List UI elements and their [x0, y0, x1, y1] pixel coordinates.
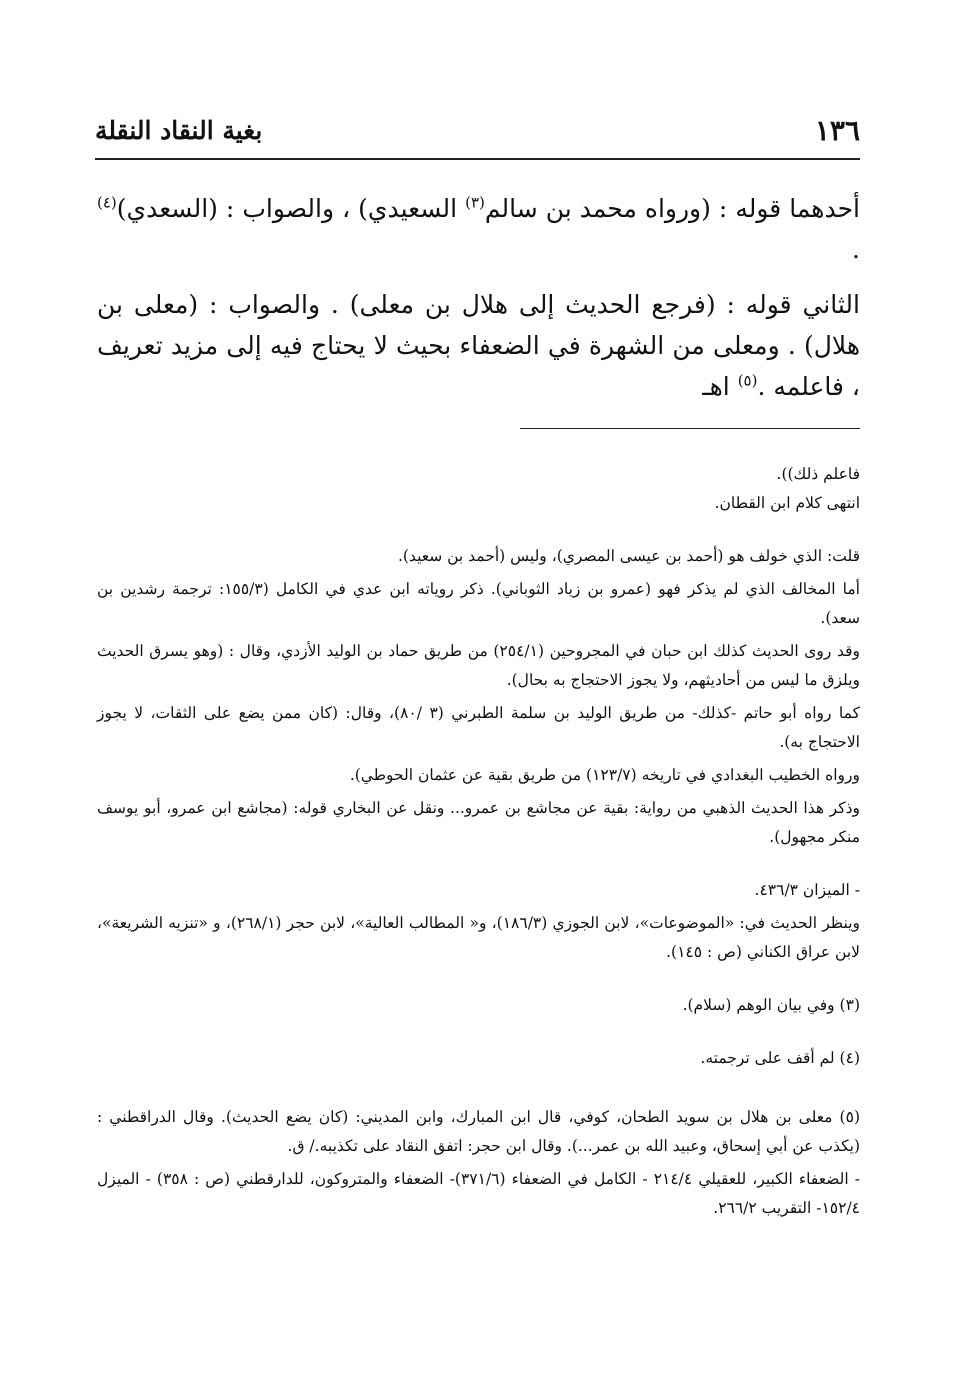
main-p1-text-b: السعيدي) ، والصواب : (السعدي): [116, 194, 466, 223]
note-paragraph: كما رواه أبو حاتم -كذلك- من طريق الوليد بن سلمة الطبرني (٣ /٨٠)، وقال: (كان ممن يضع على الثقات، لا يجوز الاحتجاج به).: [97, 704, 860, 751]
main-p1-text-a: أحدهما قوله : (ورواه محمد بن سالم: [484, 194, 860, 223]
footnote-4: (٤) لم أقف على ترجمته.: [700, 1049, 860, 1067]
main-text: [97, 188, 860, 421]
footnote-5: (٥) معلى بن هلال بن سويد الطحان، كوفي، قال ابن المبارك، وابن المديني: (كان يضع الحديث). وقال الدراقطني : (يكذب عن أبي إسحاق، وعبيد الله بن عمر...). وقال ابن حجر: اتفق النقاد على تكذيبه./ ق.: [97, 1108, 860, 1155]
note-paragraph: أما المخالف الذي لم يذكر فهو (عمرو بن زياد الثوباني). ذكر روياته ابن عدي في الكامل (١٥٥/٣: ترجمة رشدين بن سعد).: [97, 580, 860, 627]
note-paragraph: وينظر الحديث في: «الموضوعات»، لابن الجوزي (١٨٦/٣)، و« المطالب العالية»، لابن حجر (٢٦٨/١)، و «تنزيه الشريعة»، لابن عراق الكناني (ص : ١٤٥).: [97, 914, 860, 961]
note-line: انتهى كلام ابن القطان.: [714, 494, 860, 512]
footnote-ref-5: (٥): [737, 371, 758, 390]
footnote-3: (٣) وفي بيان الوهم (سلام).: [682, 996, 860, 1014]
note-paragraph: وذكر هذا الحديث الذهبي من رواية: بقية عن مجاشع بن عمرو... ونقل عن البخاري قوله: (مجاشع ابن عمرو، أبو يوسف منكر مجهول).: [97, 799, 860, 846]
note-paragraph: ورواه الخطيب البغدادي في تاريخه (١٢٣/٧) من طريق بقية عن عثمان الحوطي).: [349, 766, 860, 784]
running-title: بغية النقاد النقلة: [95, 116, 263, 145]
main-paragraph-1: [97, 188, 860, 270]
note-reference-line: - الميزان ٤٣٦/٣.: [754, 881, 860, 899]
note-paragraph: قلت: الذي خولف هو (أحمد بن عيسى المصري)، وليس (أحمد بن سعيد).: [397, 547, 860, 565]
footnotes: [97, 460, 860, 1223]
main-p1-text-c: .: [852, 235, 860, 264]
footnote-ref-4: (٤): [97, 193, 117, 212]
footnote-ref-3: (٣): [465, 193, 485, 212]
note-line: فاعلم ذلك)).: [776, 465, 860, 483]
main-paragraph-2: [97, 284, 860, 407]
main-p2-text-a: الثاني قوله : (فرجع الحديث إلى هلال بن معلى) . والصواب : (معلى بن هلال) . ومعلى من الشهرة في الضعفاء بحيث لا يحتاج فيه إلى مزيد تعريف ، فاعلمه .: [97, 290, 860, 401]
main-p2-text-b: اهـ: [702, 372, 738, 401]
note-paragraph: وقد روى الحديث كذلك ابن حبان في المجروحين (٢٥٤/١) من طريق حماد بن الوليد الأزدي، وقال : (وهو يسرق الحديث ويلزق ما ليس من أحاديثهم، ولا يجوز الاحتجاج به بحال).: [97, 642, 860, 689]
note-reference-line: - الضعفاء الكبير، للعقيلي ٢١٤/٤ - الكامل في الضعفاء (٣٧١/٦)- الضعفاء والمتروكون، للدارقطني (ص : ٣٥٨) - الميزل ١٥٢/٤- التقريب ٢٦٦/٢.: [97, 1170, 860, 1217]
footnote-separator: [520, 428, 860, 429]
page-number: ١٣٦: [814, 114, 860, 147]
header-divider: [95, 158, 860, 160]
page-header: [95, 110, 860, 150]
